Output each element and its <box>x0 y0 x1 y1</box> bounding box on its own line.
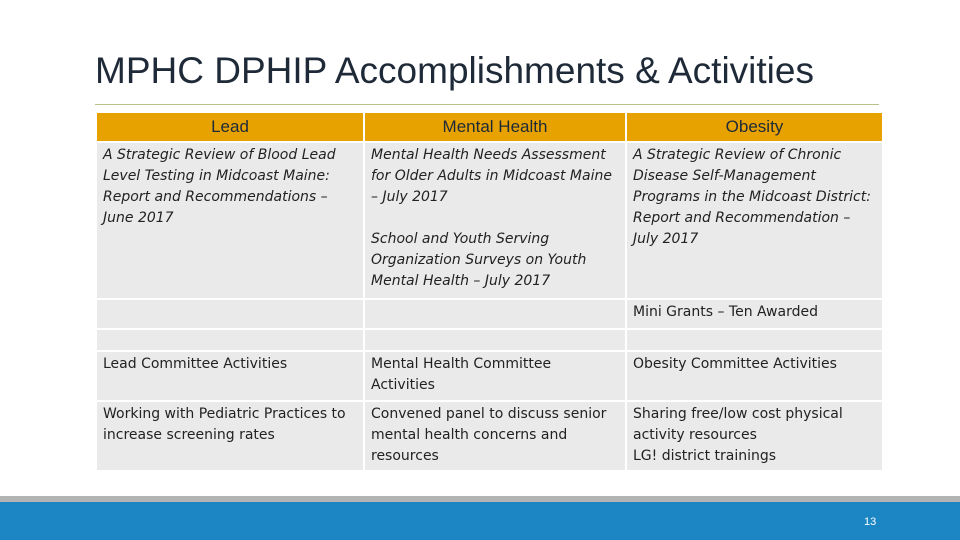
lead-committee-cell: Lead Committee Activities <box>97 352 363 400</box>
obesity-activity-cell <box>627 402 882 470</box>
empty-cell <box>365 330 625 350</box>
footer-bar <box>0 502 960 540</box>
mini-grants-row <box>97 300 882 328</box>
empty-cell <box>97 330 363 350</box>
paragraph-spacer <box>371 208 619 229</box>
mental-health-report-cell <box>365 143 625 298</box>
mental-health-report-2: School and Youth Serving Organization Surveys on Youth Mental Health – July 2017 <box>371 231 587 289</box>
empty-cell <box>97 300 363 328</box>
table-header-row <box>97 113 882 141</box>
header-mental-health: Mental Health <box>365 113 625 141</box>
header-obesity: Obesity <box>627 113 882 141</box>
mini-grants-cell: Mini Grants – Ten Awarded <box>627 300 882 328</box>
obesity-activity-2: LG! district trainings <box>633 448 777 464</box>
obesity-activity-1: Sharing free/low cost physical activity resources <box>633 406 843 443</box>
accomplishments-table <box>95 111 884 472</box>
empty-cell <box>365 300 625 328</box>
lead-report-cell: A Strategic Review of Blood Lead Level Testing in Midcoast Maine: Report and Recommendations – June 2017 <box>97 143 363 298</box>
title-divider <box>95 104 879 105</box>
empty-cell <box>627 330 882 350</box>
header-lead: Lead <box>97 113 363 141</box>
obesity-report-cell: A Strategic Review of Chronic Disease Self-Management Programs in the Midcoast District: Report and Recommendation – July 2017 <box>627 143 882 298</box>
page-number: 13 <box>864 516 877 528</box>
mental-health-activity-cell: Convened panel to discuss senior mental health concerns and resources <box>365 402 625 470</box>
spacer-row <box>97 330 882 350</box>
committee-row <box>97 352 882 400</box>
obesity-committee-cell: Obesity Committee Activities <box>627 352 882 400</box>
mental-health-report-1: Mental Health Needs Assessment for Older Adults in Midcoast Maine – July 2017 <box>371 147 612 205</box>
slide-title: MPHC DPHIP Accomplishments & Activities <box>95 50 814 91</box>
reports-row <box>97 143 882 298</box>
lead-activity-cell: Working with Pediatric Practices to increase screening rates <box>97 402 363 470</box>
mental-health-committee-cell: Mental Health Committee Activities <box>365 352 625 400</box>
activities-row <box>97 402 882 470</box>
